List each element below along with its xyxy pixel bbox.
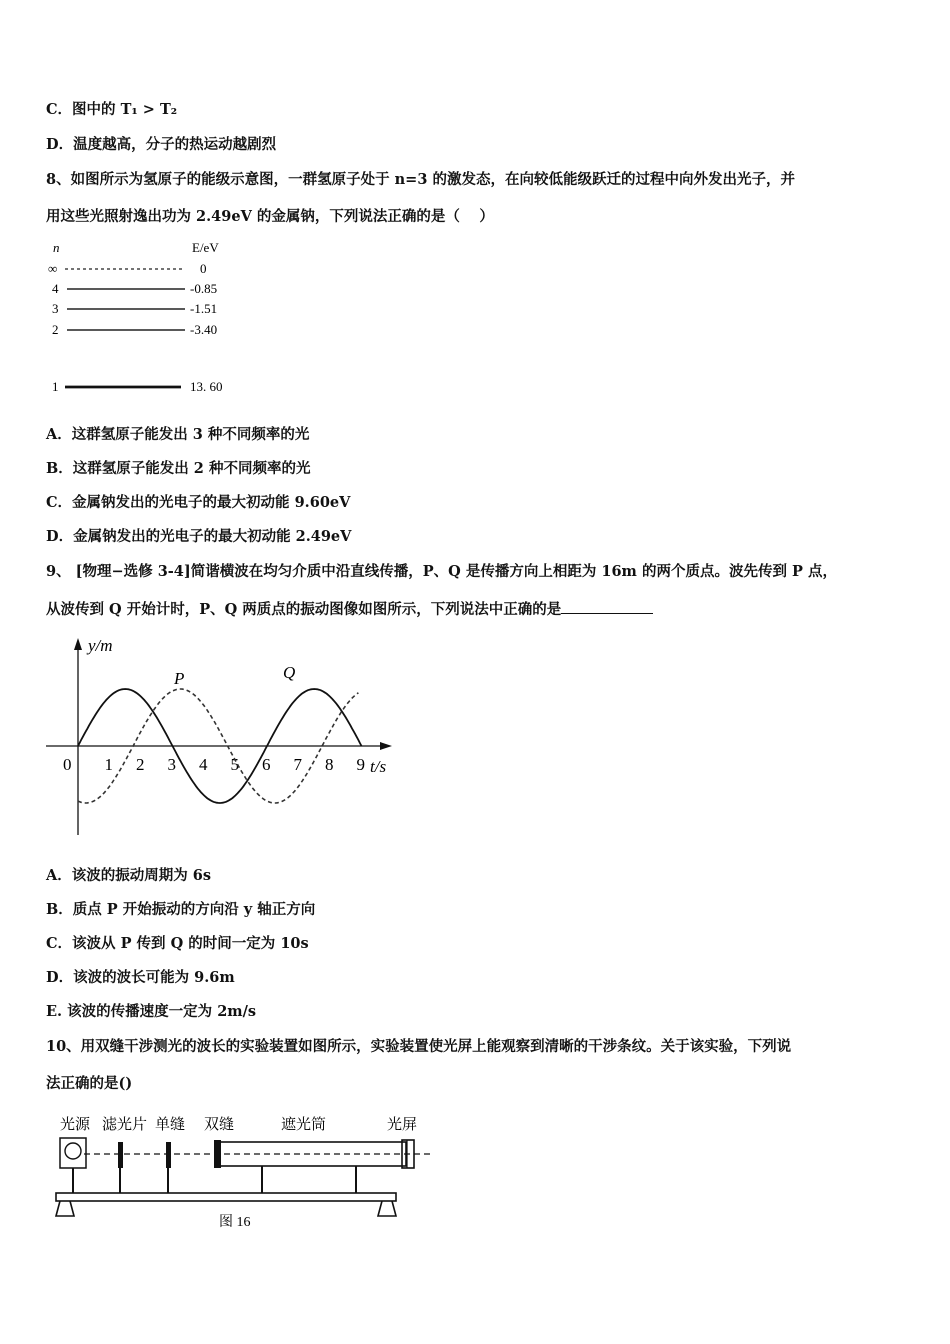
- x-axis-label: t/s: [370, 757, 387, 776]
- double-slit-element: [214, 1140, 221, 1168]
- label-single-slit: 单缝: [155, 1117, 186, 1133]
- tick-labels: [63, 755, 365, 774]
- energy-level-diagram: [40, 238, 260, 398]
- tick-label-3: 3: [167, 755, 176, 774]
- label-filter: 滤光片: [102, 1117, 148, 1133]
- curve-p-label: P: [174, 669, 185, 688]
- level-e-4: -0.85: [190, 281, 218, 296]
- tick-label-8: 8: [325, 755, 334, 774]
- tick-label-7: 7: [293, 755, 302, 774]
- q9-option-b: B．质点 P 开始振动的方向沿 y 轴正方向: [46, 901, 316, 918]
- tick-label-1: 1: [104, 755, 113, 774]
- tick-label-6: 6: [262, 755, 271, 774]
- q9-stem-line2: [46, 599, 653, 620]
- y-axis-arrow: [74, 638, 82, 650]
- curve-q-label: Q: [283, 663, 296, 682]
- answer-blank: [561, 599, 653, 614]
- q9-option-c: C．该波从 P 传到 Q 的时间一定为 10s: [46, 935, 309, 952]
- q8-stem-line1: 8、如图所示为氢原子的能级示意图，一群氢原子处于 n=3 的激发态，在向较低能级跃迁的过程中向外发出光子，并: [46, 171, 795, 188]
- q7-option-c: C．图中的 T₁ > T₂: [46, 101, 178, 118]
- q9-option-e: E. 该波的传播速度一定为 2m/s: [46, 1003, 257, 1020]
- q8-option-c: C．金属钠发出的光电子的最大初动能 9.60eV: [46, 494, 351, 511]
- q9-option-a: A．该波的振动周期为 6s: [46, 867, 212, 884]
- level-e-2: -3.40: [190, 322, 218, 337]
- vibration-graph: [40, 630, 400, 845]
- interference-apparatus: [44, 1108, 444, 1238]
- label-light-source: 光源: [60, 1117, 91, 1133]
- q9-stem-line2-text: 从波传到 Q 开始计时，P、Q 两质点的振动图像如图所示，下列说法中正确的是: [46, 601, 562, 618]
- q8-option-b: B．这群氢原子能发出 2 种不同频率的光: [46, 460, 311, 477]
- q7-option-d: D．温度越高，分子的热运动越剧烈: [46, 136, 277, 153]
- x-axis-arrow: [380, 742, 392, 750]
- level-n-3: 3: [52, 301, 59, 316]
- n-axis-label: n: [53, 240, 60, 255]
- rail-foot-left: [56, 1201, 74, 1216]
- level-e-1: 13. 60: [190, 379, 223, 394]
- tick-label-4: 4: [199, 755, 208, 774]
- single-slit-element: [166, 1142, 171, 1168]
- figure-caption: 图 16: [219, 1215, 251, 1230]
- optical-rail: [56, 1193, 396, 1201]
- level-n-4: 4: [52, 281, 59, 296]
- q8-option-a: A．这群氢原子能发出 3 种不同频率的光: [46, 426, 310, 443]
- label-double-slit: 双缝: [204, 1117, 235, 1133]
- energy-axis-label: E/eV: [192, 240, 219, 255]
- tick-label-0: 0: [63, 755, 72, 774]
- q10-stem-line2: 法正确的是(): [46, 1075, 133, 1092]
- q9-stem-line1: 9、 [物理−选修 3-4]简谐横波在均匀介质中沿直线传播，P、Q 是传播方向上相距为 16m 的两个质点。波先传到 P 点，: [46, 563, 837, 580]
- tick-label-2: 2: [136, 755, 145, 774]
- level-n-inf: ∞: [48, 261, 58, 276]
- level-n-2: 2: [52, 322, 59, 337]
- label-tube: 遮光筒: [281, 1117, 327, 1133]
- level-n-1: 1: [52, 379, 59, 394]
- lamp-icon: [65, 1143, 81, 1159]
- level-e-3: -1.51: [190, 301, 218, 316]
- q8-option-d: D．金属钠发出的光电子的最大初动能 2.49eV: [46, 528, 352, 545]
- tick-label-5: 5: [230, 755, 239, 774]
- q9-option-d: D．该波的波长可能为 9.6m: [46, 969, 235, 986]
- y-axis-label: y/m: [88, 636, 113, 655]
- rail-foot-right: [378, 1201, 396, 1216]
- q8-stem-line2: 用这些光照射逸出功为 2.49eV 的金属钠，下列说法正确的是（ ）: [46, 208, 494, 225]
- level-e-inf: 0: [200, 261, 207, 276]
- q10-stem-line1: 10、用双缝干涉测光的波长的实验装置如图所示，实验装置使光屏上能观察到清晰的干涉条纹。关于该实验，下列说: [46, 1038, 792, 1055]
- label-screen: 光屏: [387, 1117, 418, 1133]
- filter-element: [118, 1142, 123, 1168]
- tick-label-9: 9: [356, 755, 365, 774]
